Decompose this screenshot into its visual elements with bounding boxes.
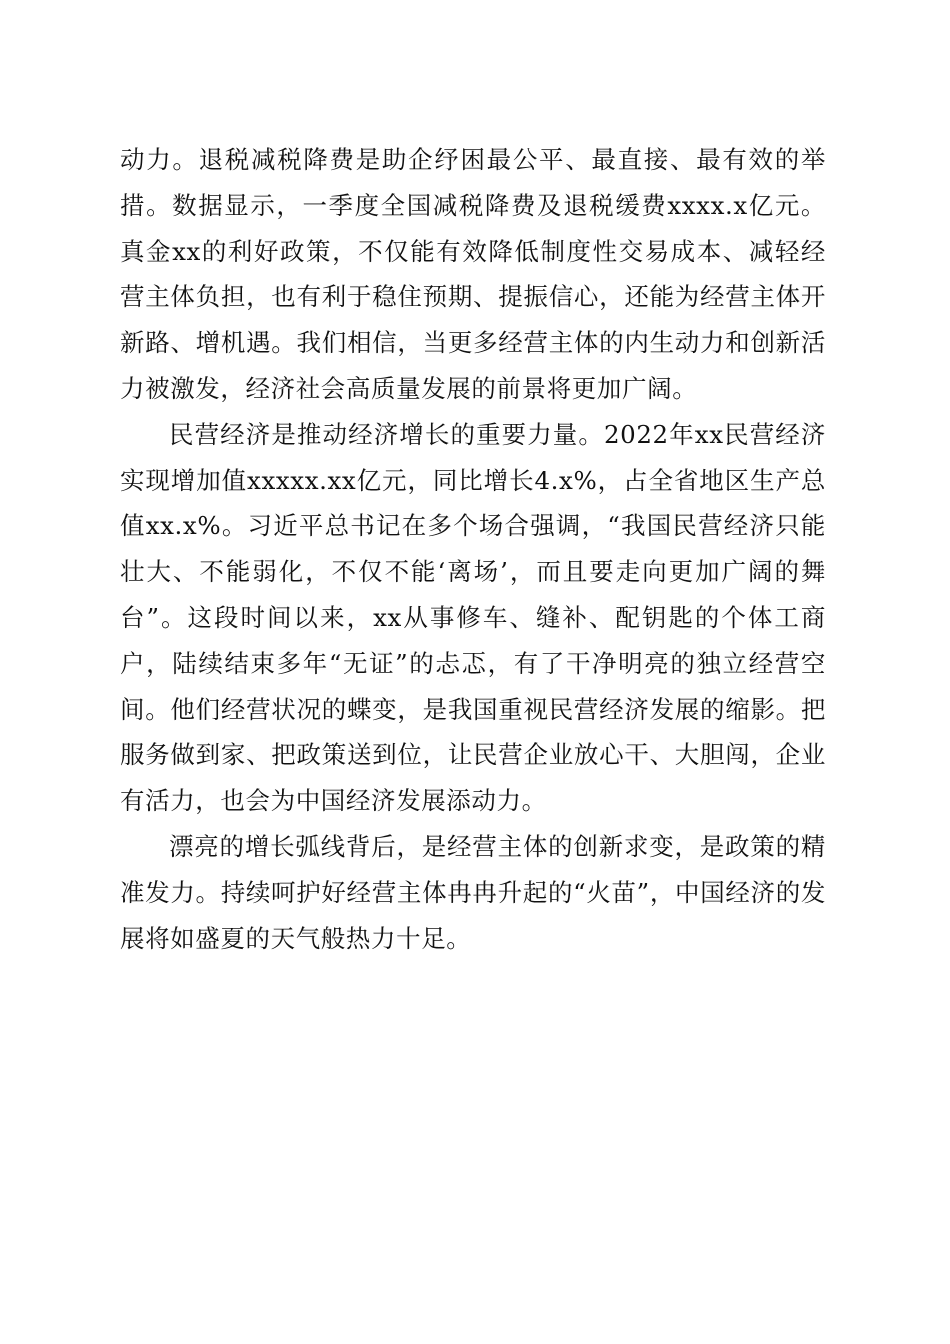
paragraph-conclusion: 漂亮的增长弧线背后，是经营主体的创新求变，是政策的精准发力。持续呵护好经营主体冉冉升起的“火苗”，中国经济的发展将如盛夏的天气般热力十足。 (120, 831, 826, 953)
paragraph-continuation: 动力。退税减税降费是助企纾困最公平、最直接、最有效的举措。数据显示，一季度全国减税降费及退税缓费xxxx.x亿元。真金xx的利好政策，不仅能有效降低制度性交易成本、减轻经营主体负担，也有利于稳住预期、提振信心，还能为经营主体开新路、增机遇。我们相信，当更多经营主体的内生动力和创新活力被激发，经济社会高质量发展的前景将更加广阔。 (120, 145, 826, 403)
paragraph-private-economy: 民营经济是推动经济增长的重要力量。2022年xx民营经济实现增加值xxxxx.xx亿元，同比增长4.x%，占全省地区生产总值xx.x%。习近平总书记在多个场合强调，“我国民营经济只能壮大、不能弱化，不仅不能‘离场’，而且要走向更加广阔的舞台”。这段时间以来，xx从事修车、缝补、配钥匙的个体工商户，陆续结束多年“无证”的忐忑，有了干净明亮的独立经营空间。他们经营状况的蝶变，是我国重视民营经济发展的缩影。把服务做到家、把政策送到位，让民营企业放心干、大胆闯，企业有活力，也会为中国经济发展添动力。 (120, 419, 826, 816)
body-text (120, 137, 826, 961)
